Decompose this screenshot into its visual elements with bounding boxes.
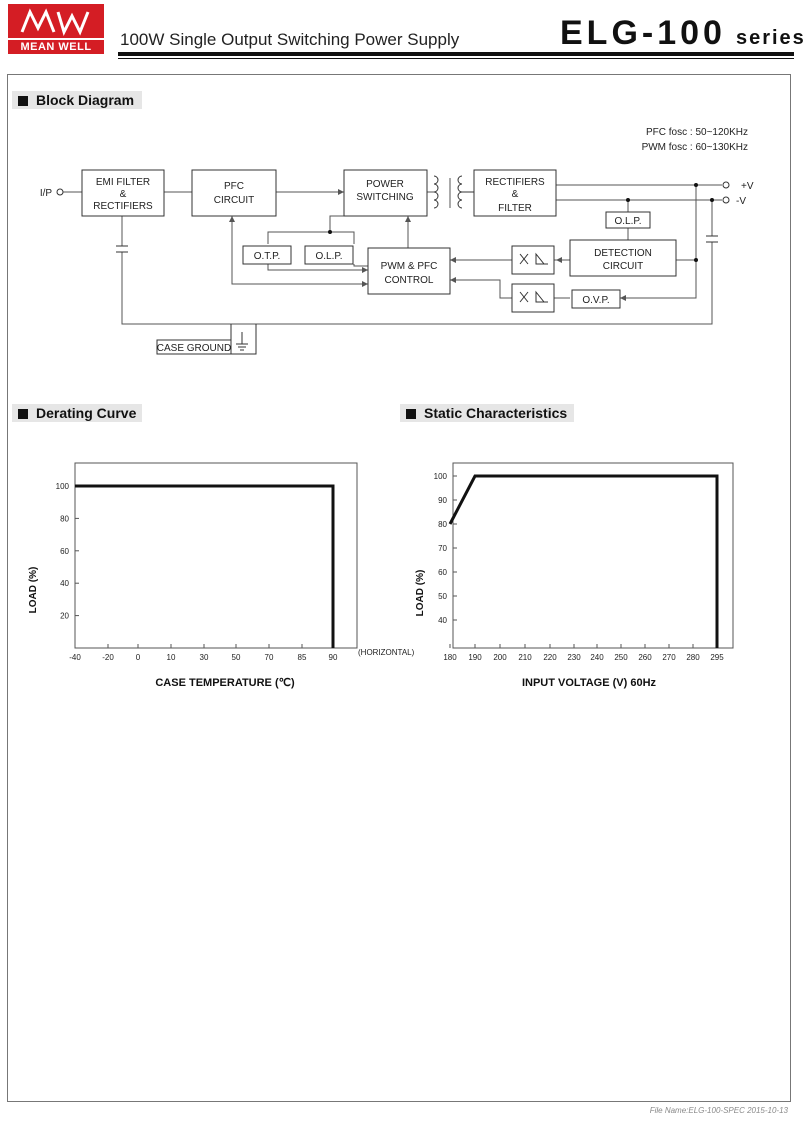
- x-tick-label: 295: [710, 653, 724, 662]
- x-tick-label: 250: [614, 653, 628, 662]
- pfc-circuit-line: CIRCUIT: [213, 195, 255, 206]
- pwm-fosc-label: PWM fosc : 60~130KHz: [641, 142, 748, 153]
- minus-terminal-icon: [723, 197, 729, 203]
- y-tick-label: 70: [438, 544, 447, 553]
- power-switching-line: POWER: [366, 179, 404, 190]
- plus-v-label: +V: [741, 181, 754, 192]
- derating-curve-chart: [20, 455, 415, 700]
- section-static-characteristics: [400, 404, 574, 422]
- section-derating-curve: [12, 404, 142, 422]
- x-tick-label: 230: [567, 653, 581, 662]
- x-tick-label: 280: [686, 653, 700, 662]
- square-bullet-icon: [18, 96, 28, 106]
- y-tick-label: 20: [60, 611, 69, 621]
- footer-file-name: File Name:ELG-100-SPEC 2015-10-13: [649, 1106, 788, 1115]
- detection-line: CIRCUIT: [602, 261, 644, 272]
- y-tick-label: 40: [438, 616, 447, 625]
- x-tick-label: 10: [166, 653, 176, 662]
- y-tick-label: 60: [438, 568, 447, 577]
- series-word: series: [735, 27, 806, 49]
- y-tick-label: 100: [433, 472, 447, 481]
- pwm-control-line: CONTROL: [384, 275, 434, 286]
- input-label: I/P: [39, 188, 53, 199]
- y-tick-label: 40: [60, 579, 69, 589]
- plot-frame: [75, 463, 357, 648]
- mean-well-logo: [8, 4, 104, 54]
- x-tick-label: 180: [443, 653, 457, 662]
- y-tick-label: 50: [438, 592, 447, 601]
- x-tick-label: 190: [468, 653, 482, 662]
- rectifiers-filter-line: FILTER: [498, 203, 532, 214]
- x-tick-label: 240: [590, 653, 604, 662]
- otp-label: O.T.P.: [253, 251, 281, 262]
- pfc-circuit-block: [192, 170, 276, 216]
- y-tick-label: 80: [60, 514, 69, 524]
- x-tick-label: 210: [518, 653, 532, 662]
- rectifiers-filter-line: &: [511, 189, 519, 200]
- static-characteristics-chart: [405, 455, 785, 700]
- y-tick-label: 90: [438, 496, 447, 505]
- x-tick-label: 0: [135, 653, 141, 662]
- y-axis-label: LOAD (%): [415, 569, 426, 617]
- pfc-fosc-label: PFC fosc : 50~120KHz: [646, 127, 748, 138]
- pfc-circuit-line: PFC: [224, 181, 244, 192]
- model-series: [560, 14, 806, 53]
- pwm-control-line: PWM & PFC: [380, 261, 438, 272]
- olp-right-label: O.L.P.: [614, 216, 642, 227]
- x-tick-label: 90: [328, 653, 338, 662]
- section-block-diagram: [12, 91, 142, 109]
- x-axis-label: INPUT VOLTAGE (V) 60Hz: [521, 677, 657, 689]
- minus-v-label: -V: [736, 196, 746, 207]
- transformer-icon: [434, 176, 474, 208]
- plus-terminal-icon: [723, 182, 729, 188]
- emi-filter-line: RECTIFIERS: [93, 201, 153, 212]
- y-axis-label: LOAD (%): [28, 566, 39, 614]
- power-switching-line: SWITCHING: [356, 192, 414, 203]
- y-tick-label: 60: [60, 546, 69, 556]
- input-terminal-icon: [57, 189, 63, 195]
- emi-filter-line: &: [119, 189, 127, 200]
- section-title: Static Characteristics: [424, 405, 568, 421]
- x-tick-label: -20: [102, 653, 114, 662]
- y-tick-label: 80: [438, 520, 447, 529]
- plot-frame: [453, 463, 733, 648]
- x-tick-label: 30: [199, 653, 209, 662]
- logo-brand-text: MEAN WELL: [8, 40, 104, 54]
- x-tick-label: 85: [297, 653, 307, 662]
- emi-filter-line: EMI FILTER: [95, 177, 151, 188]
- model-name: ELG-100: [560, 14, 726, 52]
- logo-mark: [8, 4, 104, 38]
- x-tick-label: -40: [69, 653, 81, 662]
- x-tick-label: 260: [638, 653, 652, 662]
- section-title: Block Diagram: [36, 92, 135, 108]
- square-bullet-icon: [406, 409, 416, 419]
- case-ground-label: CASE GROUND: [156, 343, 232, 354]
- document-title: 100W Single Output Switching Power Supply: [120, 30, 460, 49]
- header-rule: [118, 52, 794, 56]
- section-title: Derating Curve: [36, 405, 137, 421]
- optocoupler-icon: [512, 284, 554, 312]
- x-tick-label: 270: [662, 653, 676, 662]
- x-tick-label: 200: [493, 653, 507, 662]
- x-tick-label: 50: [231, 653, 241, 662]
- block-diagram: [0, 118, 800, 368]
- detection-line: DETECTION: [594, 248, 652, 259]
- x-tick-label: 220: [543, 653, 557, 662]
- y-tick-label: 100: [55, 482, 69, 491]
- logo-mw-icon: [8, 4, 104, 38]
- x-axis-note: (HORIZONTAL): [358, 648, 415, 657]
- header-rule-thin: [118, 58, 794, 59]
- ground-icon: [231, 324, 256, 354]
- square-bullet-icon: [18, 409, 28, 419]
- olp-left-label: O.L.P.: [315, 251, 343, 262]
- optocoupler-icon: [512, 246, 554, 274]
- rectifiers-filter-line: RECTIFIERS: [485, 177, 545, 188]
- ovp-label: O.V.P.: [582, 295, 610, 306]
- x-tick-label: 70: [264, 653, 274, 662]
- x-axis-label: CASE TEMPERATURE (℃): [155, 677, 295, 689]
